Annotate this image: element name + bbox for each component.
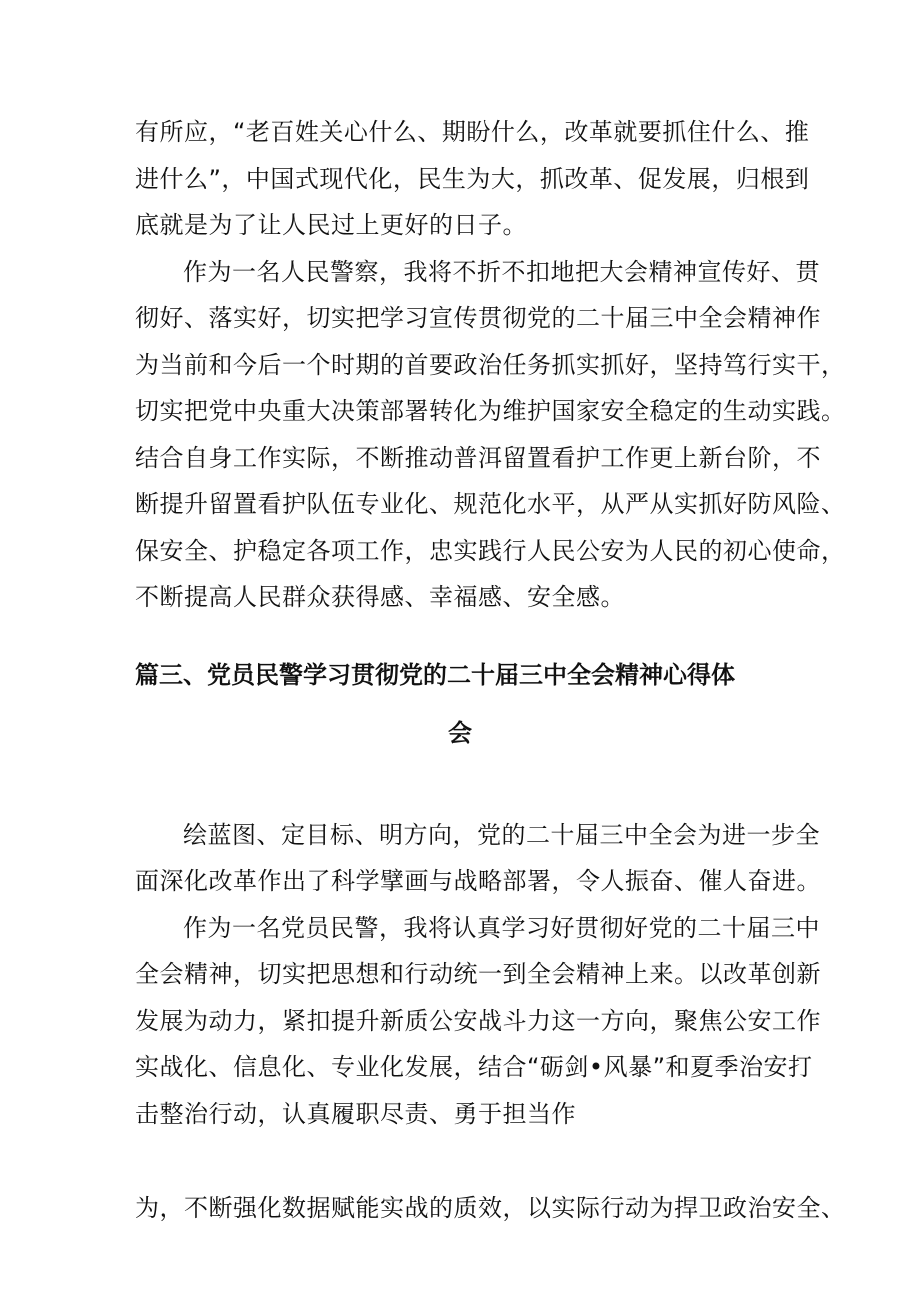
paragraph-line: 发展为动力，紧扣提升新质公安战斗力这一方向，聚焦公安工作: [135, 1007, 821, 1035]
paragraph-line: 为，不断强化数据赋能实战的质效，以实际行动为捍卫政治安全、: [135, 1194, 846, 1222]
paragraph-line: 全会精神，切实把思想和行动统一到全会精神上来。以改革创新: [135, 960, 821, 988]
paragraph-line: 实战化、信息化、专业化发展，结合“砺剑•风暴”和夏季治安打: [135, 1053, 813, 1081]
paragraph-line: 彻好、落实好，切实把学习宣传贯彻党的二十届三中全会精神作: [135, 304, 821, 332]
paragraph-line: 保安全、护稳定各项工作，忠实践行人民公安为人民的初心使命，: [135, 537, 846, 565]
paragraph-line: 底就是为了让人民过上更好的日子。: [135, 211, 527, 239]
paragraph-line: 击整治行动，认真履职尽责、勇于担当作: [135, 1100, 576, 1128]
section-heading: 篇三、党员民警学习贯彻党的二十届三中全会精神心得体: [135, 661, 735, 689]
paragraph-line: 结合自身工作实际，不断推动普洱留置看护工作更上新台阶，不: [135, 444, 821, 472]
paragraph-line: 有所应，“老百姓关心什么、期盼什么，改革就要抓住什么、推: [135, 118, 810, 146]
paragraph-line: 进什么”，中国式现代化，民生为大，抓改革、促发展，归根到: [135, 165, 810, 193]
paragraph-line: 不断提高人民群众获得感、幸福感、安全感。: [135, 583, 625, 611]
paragraph-line: 面深化改革作出了科学擘画与战略部署，令人振奋、催人奋进。: [135, 867, 821, 895]
section-heading-continuation: 会: [448, 719, 472, 747]
paragraph-line: 作为一名人民警察，我将不折不扣地把大会精神宣传好、贯: [183, 258, 820, 286]
paragraph-line: 切实把党中央重大决策部署转化为维护国家安全稳定的生动实践。: [135, 397, 846, 425]
paragraph-line: 绘蓝图、定目标、明方向，党的二十届三中全会为进一步全: [183, 821, 820, 849]
paragraph-line: 断提升留置看护队伍专业化、规范化水平，从严从实抓好防风险、: [135, 490, 846, 518]
paragraph-line: 为当前和今后一个时期的首要政治任务抓实抓好，坚持笃行实干，: [135, 351, 846, 379]
paragraph-line: 作为一名党员民警，我将认真学习好贯彻好党的二十届三中: [183, 914, 820, 942]
